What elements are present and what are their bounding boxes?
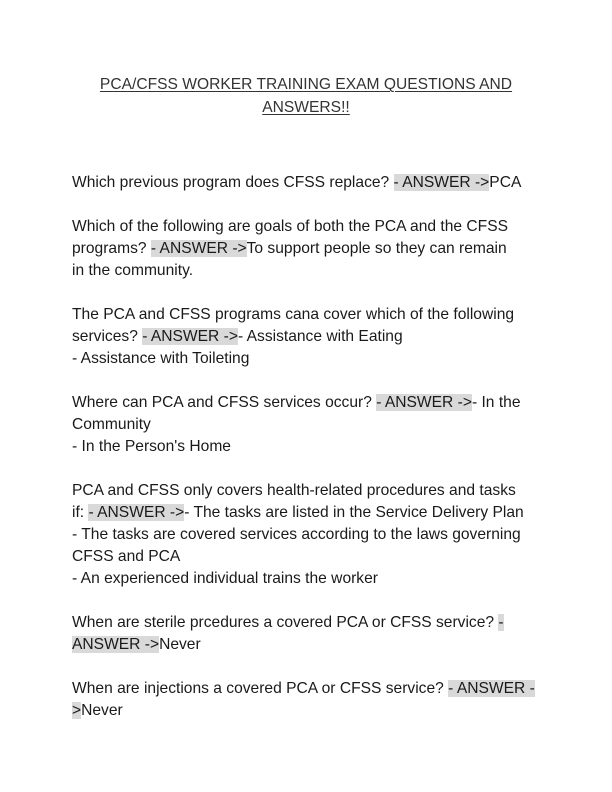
qa-item xyxy=(72,480,542,590)
answer-marker: - ANSWER -> xyxy=(150,240,247,257)
qa-text: Where can PCA and CFSS services occur? xyxy=(72,394,377,411)
qa-line xyxy=(72,260,542,282)
qa-text: PCA and CFSS only covers health-related procedures and tasks xyxy=(72,482,516,499)
qa-line xyxy=(72,414,542,436)
answer-marker: - ANSWER -> xyxy=(88,504,185,521)
qa-text: - Assistance with Toileting xyxy=(72,350,250,367)
qa-line xyxy=(72,524,542,546)
qa-item xyxy=(72,304,542,370)
qa-text: CFSS and PCA xyxy=(72,548,181,565)
qa-line xyxy=(72,480,542,502)
answer-marker: - xyxy=(498,614,504,631)
qa-text: Which previous program does CFSS replace? xyxy=(72,174,394,191)
qa-text: PCA xyxy=(489,174,522,191)
qa-text: if: xyxy=(72,504,89,521)
qa-line xyxy=(72,612,542,634)
qa-text: - The tasks are covered services according to the laws governing xyxy=(72,526,521,543)
qa-line xyxy=(72,348,542,370)
qa-line xyxy=(72,392,542,414)
qa-line xyxy=(72,568,542,590)
qa-text: - The tasks are listed in the Service Delivery Plan xyxy=(184,504,524,521)
answer-marker: - ANSWER - xyxy=(448,680,535,697)
qa-text: services? xyxy=(72,328,143,345)
qa-text: Which of the following are goals of both the PCA and the CFSS xyxy=(72,218,509,235)
qa-line xyxy=(72,634,542,656)
qa-text: Never xyxy=(81,702,123,719)
qa-text: programs? xyxy=(72,240,151,257)
qa-line xyxy=(72,700,542,722)
document-title-line-1: PCA/CFSS WORKER TRAINING EXAM QUESTIONS AND xyxy=(99,76,513,93)
qa-text: - In the xyxy=(471,394,521,411)
document-title-line-2: ANSWERS!! xyxy=(262,99,350,116)
qa-item xyxy=(72,216,542,282)
qa-text: The PCA and CFSS programs cana cover which of the following xyxy=(72,306,515,323)
qa-item xyxy=(72,678,542,722)
qa-line xyxy=(72,304,542,326)
qa-text: in the community. xyxy=(72,262,194,279)
qa-line xyxy=(72,238,542,260)
qa-item xyxy=(72,392,542,458)
qa-line xyxy=(72,502,542,524)
qa-line xyxy=(72,436,542,458)
qa-text: Community xyxy=(72,416,151,433)
qa-line xyxy=(72,678,542,700)
answer-marker: > xyxy=(72,702,82,719)
qa-text: Never xyxy=(159,636,201,653)
answer-marker: - ANSWER -> xyxy=(393,174,490,191)
qa-list xyxy=(72,172,542,744)
answer-marker: - ANSWER -> xyxy=(376,394,472,411)
qa-item xyxy=(72,612,542,656)
qa-text: - Assistance with Eating xyxy=(237,328,403,345)
qa-line xyxy=(72,326,542,348)
qa-line xyxy=(72,216,542,238)
qa-text: - In the Person's Home xyxy=(72,438,231,455)
qa-line xyxy=(72,546,542,568)
qa-text: - An experienced individual trains the worker xyxy=(72,570,378,587)
qa-text: To support people so they can remain xyxy=(246,240,507,257)
answer-marker: ANSWER -> xyxy=(72,636,160,653)
qa-line xyxy=(72,172,542,194)
qa-text: When are injections a covered PCA or CFSS service? xyxy=(72,680,449,697)
qa-item xyxy=(72,172,542,194)
answer-marker: - ANSWER -> xyxy=(142,328,238,345)
qa-text: When are sterile prcedures a covered PCA or CFSS service? xyxy=(72,614,499,631)
